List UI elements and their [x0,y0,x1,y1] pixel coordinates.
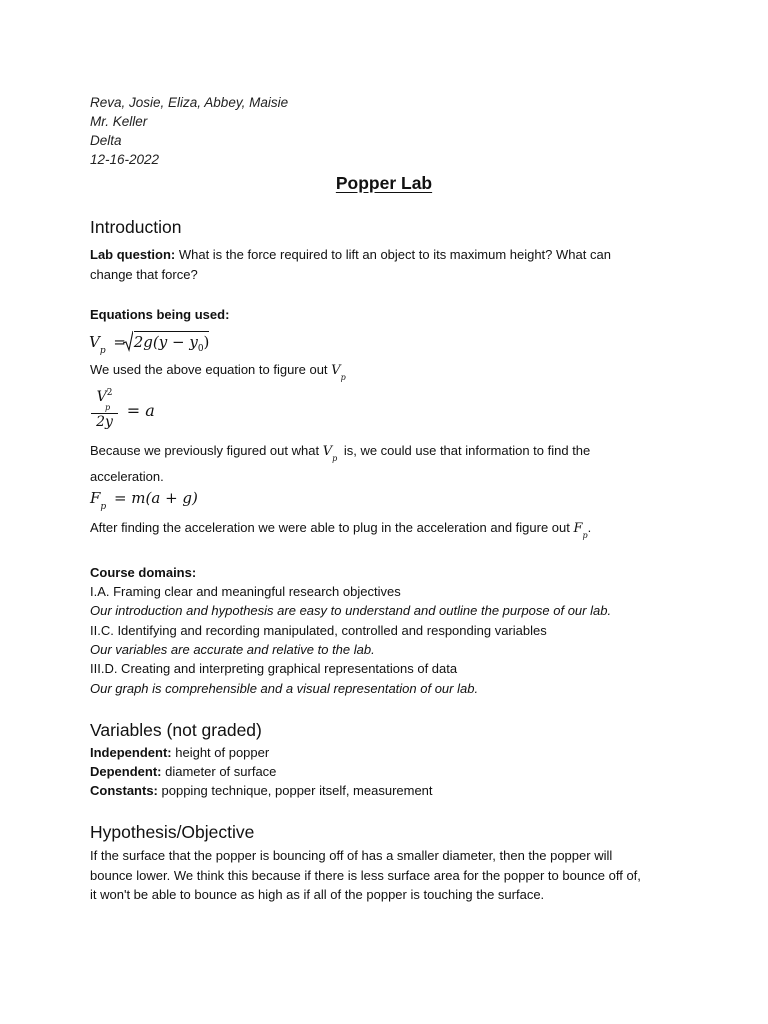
eq1-note-var: V [331,363,341,378]
domain-item: I.A. Framing clear and meaningful research objectives [90,584,401,599]
eq1-note-sub: p [340,373,346,382]
eq2-note-var: V [322,444,333,459]
eq1-close-paren: ) [203,333,210,351]
domain-item: Our graph is comprehensible and a visual representation of our lab. [90,681,479,696]
eq3-note-text: After finding the acceleration we were able to plug in the acceleration and figure out [90,520,570,535]
domain-item: II.C. Identifying and recording manipulated, controlled and responding variables [90,623,547,638]
dependent-variable [90,764,276,780]
equation-2-note-line1 [90,443,590,461]
eq3-note-var: F [573,521,583,536]
dependent-value: diameter of surface [165,764,277,779]
hypothesis-heading: Hypothesis/Objective [90,822,255,842]
eq2-note-part2: is, we could use that information to find the [343,443,591,458]
eq2-note-part1: Because we previously figured out what [90,443,320,458]
page-title: Popper Lab [335,173,433,193]
dependent-label: Dependent: [90,764,162,779]
authors-line: Reva, Josie, Eliza, Abbey, Maisie [90,95,289,110]
eq3-note-end: . [587,520,592,535]
eq1-rhs-sub: 0 [197,344,204,354]
teacher-line: Mr. Keller [90,114,148,129]
independent-variable [90,745,269,761]
eq2-num-sub: p [104,403,111,412]
eq2-fraction [91,390,118,430]
class-period-line: Delta [90,133,122,148]
equation-3 [90,489,198,512]
hypothesis-line3: it won't be able to bounce as high as if all of the popper is touching the surface. [90,887,545,902]
eq1-lhs-sub: p [99,346,106,356]
equation-1-note [90,362,346,380]
eq2-num-sup: 2 [106,388,113,398]
eq3-rhs: = m(a + g) [113,489,198,507]
date-line: 12-16-2022 [90,152,160,167]
domain-item: III.D. Creating and interpreting graphical representations of data [90,661,458,676]
eq1-lhs: V [89,333,100,351]
eq2-rhs: = a [126,400,155,420]
hypothesis-line1: If the surface that the popper is bouncing off of has a smaller diameter, then the popper will [90,848,613,863]
eq2-num: V [96,389,107,405]
equations-label: Equations being used: [90,307,230,322]
domain-item: Our variables are accurate and relative to the lab. [90,642,375,657]
eq1-rhs: 2g(y − y [133,333,198,351]
constants-label: Constants: [90,783,158,798]
domain-item: Our introduction and hypothesis are easy to understand and outline the purpose of our lab. [90,603,612,618]
course-domains-label: Course domains: [90,565,197,580]
sqrt-icon [123,330,133,352]
hypothesis-line2: bounce lower. We think this because if there is less surface area for the popper to bounce off of, [90,868,641,883]
eq3-note-sub: p [582,531,588,540]
lab-question-line2: change that force? [90,267,198,282]
eq1-note-text: We used the above equation to figure out [90,362,328,377]
variables-heading: Variables (not graded) [90,720,262,740]
eq2-den: 2y [96,414,113,430]
equation-1: $V_p$ = $2g(y - y_0)$ [89,333,209,351]
eq3-lhs-sub: p [100,502,107,512]
eq2-note-sub: p [332,454,338,463]
introduction-heading: Introduction [90,217,182,237]
constants-variable [90,783,433,799]
equation-2-note-line2: acceleration. [90,469,164,484]
equation-2 [91,390,155,430]
constants-value: popping technique, popper itself, measurement [161,783,433,798]
independent-label: Independent: [90,745,172,760]
eq3-lhs: F [90,489,101,507]
lab-question-line1 [90,247,611,263]
lab-question-label: Lab question: [90,247,176,262]
equation-3-note [90,520,591,538]
independent-value: height of popper [175,745,270,760]
lab-question-text: What is the force required to lift an object to its maximum height? What can [178,247,611,262]
